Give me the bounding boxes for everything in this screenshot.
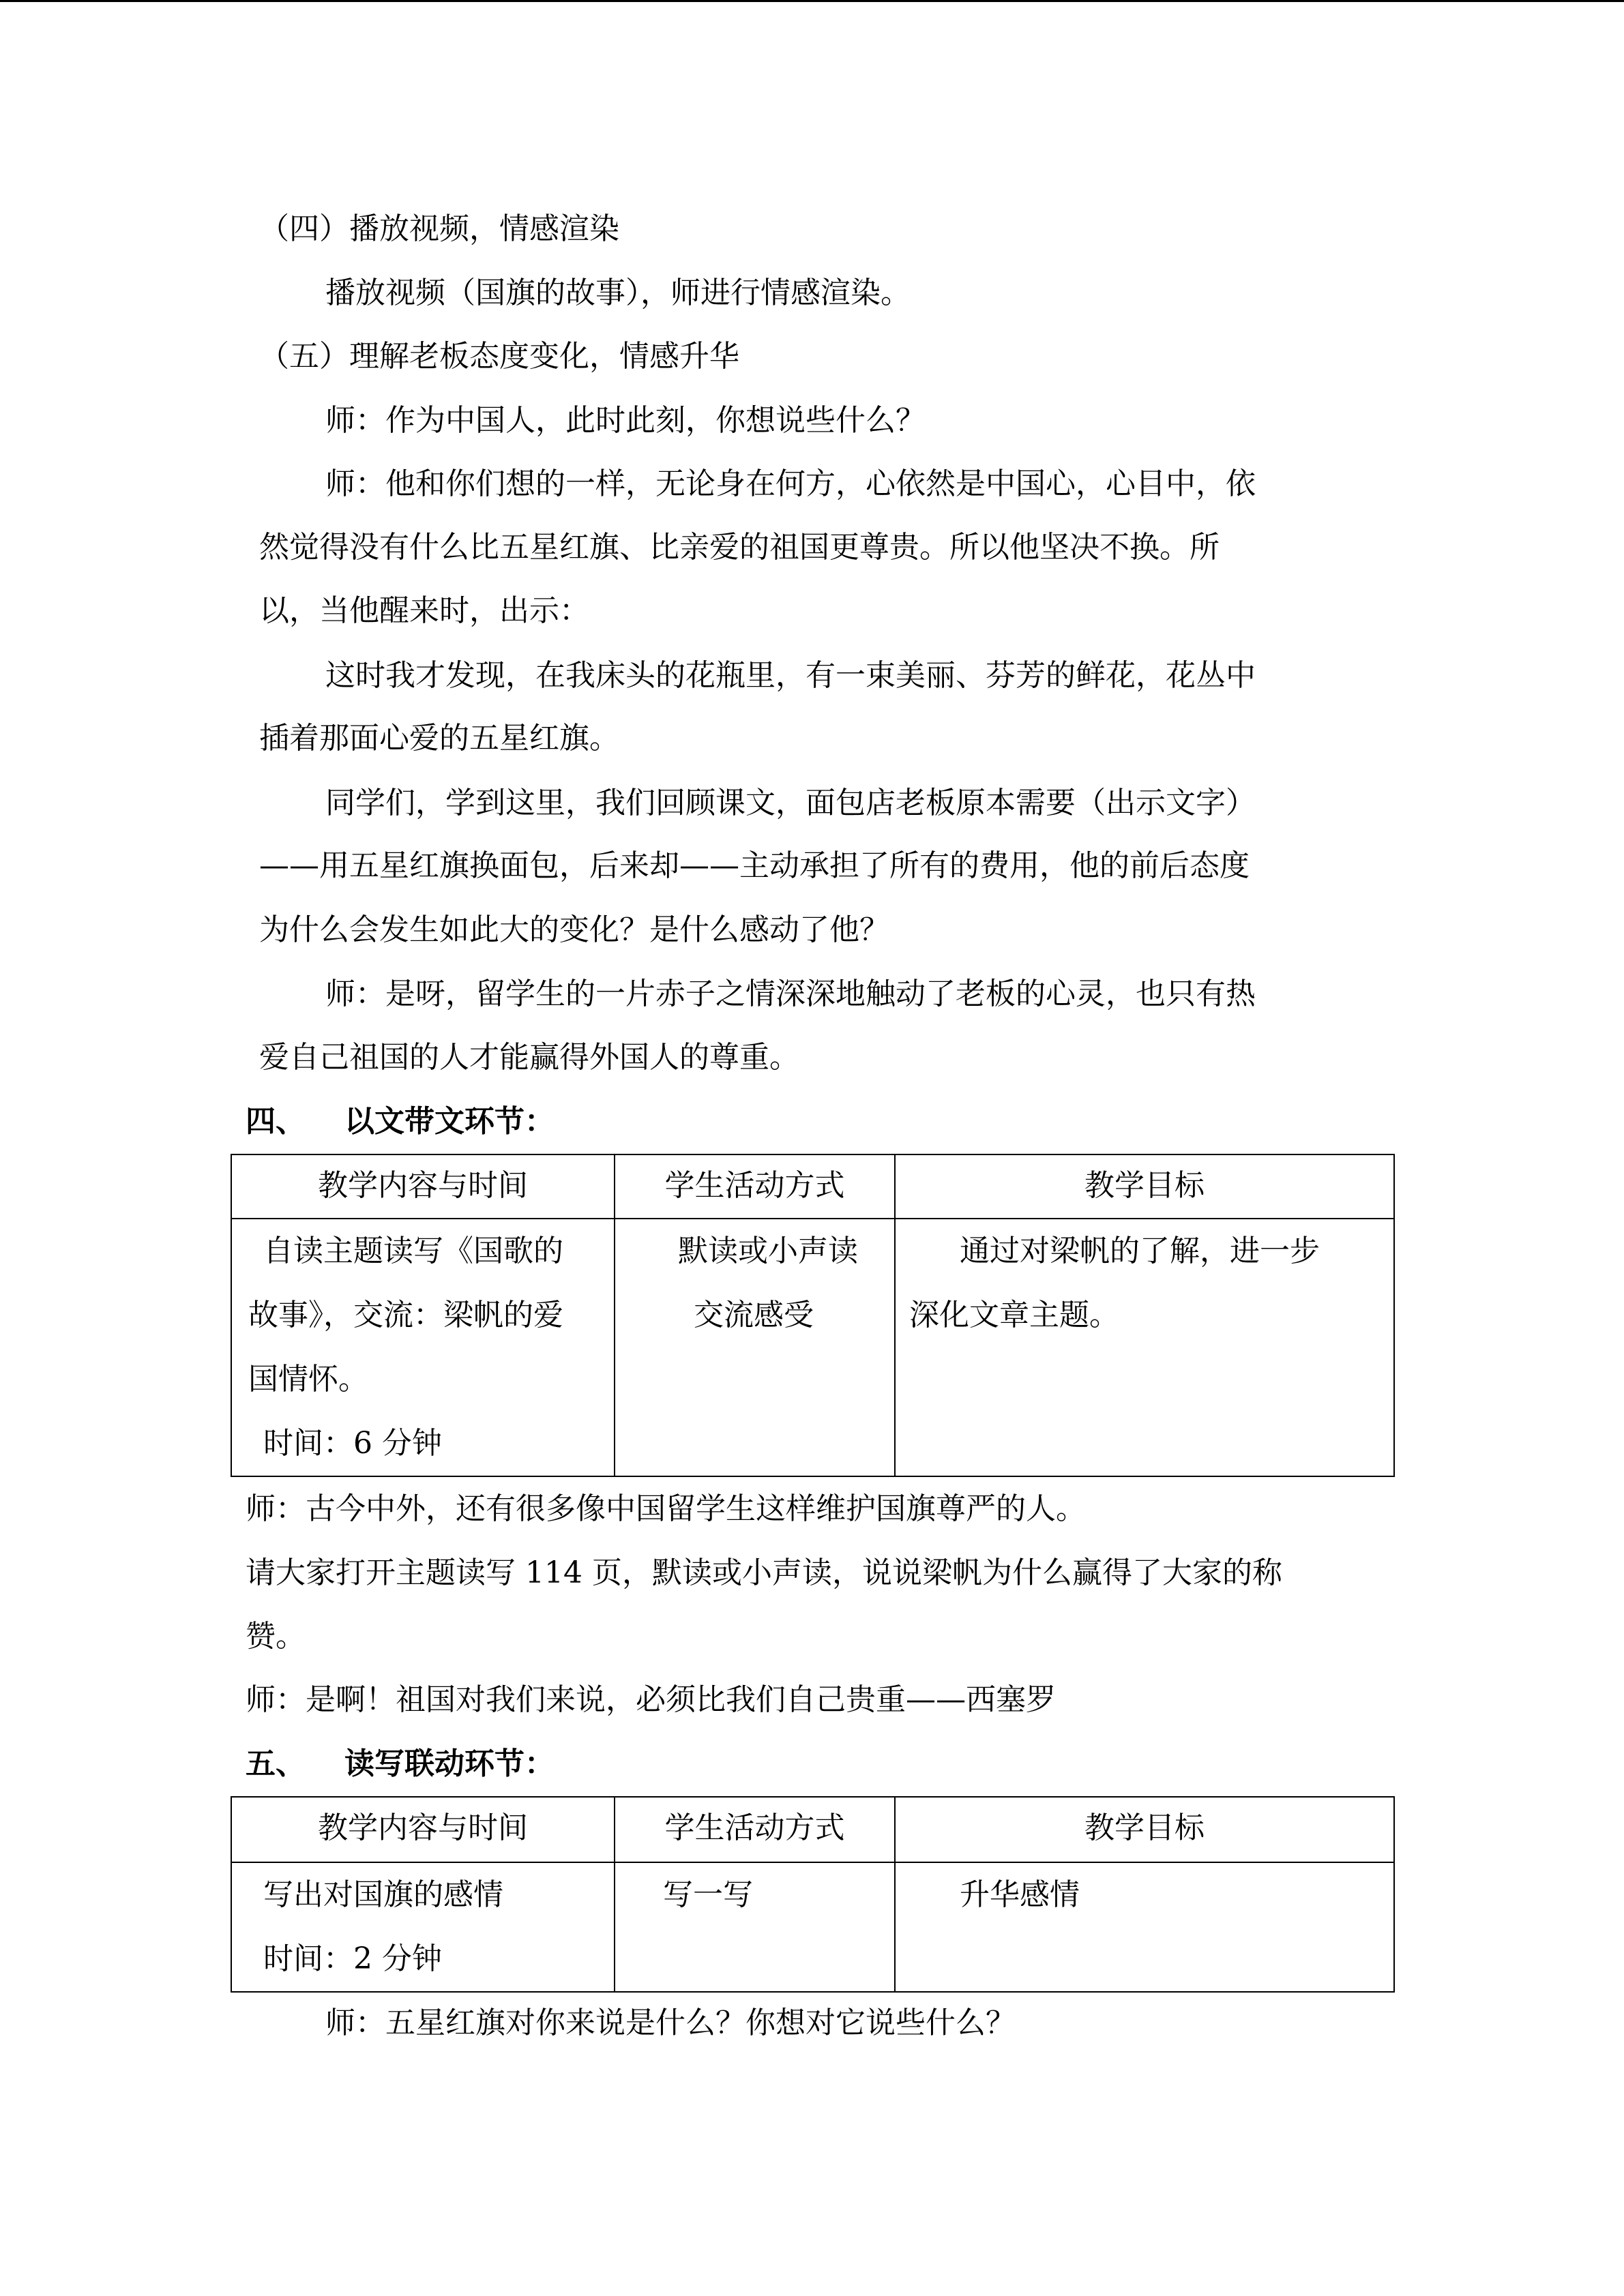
section-5-table (231, 1796, 1395, 1993)
after-table-line: 师：古今中外，还有很多像中国留学生这样维护国旗尊严的人。 (246, 1491, 1086, 1526)
subheading-4: （四）播放视频，情感渲染 (259, 211, 619, 246)
section-4-table (231, 1154, 1395, 1477)
table-header-row (231, 1154, 1394, 1219)
header-activity: 学生活动方式 (615, 1154, 895, 1219)
section-5-title: 读写联动环节： (344, 1746, 555, 1781)
cell-content: 写出对国旗的感情 时间：2 分钟 (231, 1862, 615, 1992)
paragraph-3-line: 这时我才发现，在我床头的花瓶里，有一束美丽、芬芳的鲜花，花丛中 (325, 658, 1256, 693)
table-row (231, 1219, 1394, 1476)
cell-activity: 默读或小声读 交流感受 (615, 1219, 895, 1476)
paragraph-5-line: 爱自己祖国的人才能赢得外国人的尊重。 (259, 1040, 799, 1075)
paragraph-4-line: 同学们，学到这里，我们回顾课文，面包店老板原本需要（出示文字） (325, 786, 1256, 820)
cell-content: 自读主题读写《国歌的 故事》，交流：梁帆的爱 国情怀。 时间：6 分钟 (231, 1219, 615, 1476)
header-goal: 教学目标 (895, 1797, 1394, 1862)
header-activity: 学生活动方式 (615, 1797, 895, 1862)
paragraph-2-line: 然觉得没有什么比五星红旗、比亲爱的祖国更尊贵。所以他坚决不换。所 (259, 530, 1220, 565)
cell-activity: 写一写 (615, 1862, 895, 1992)
paragraph-2-line: 以，当他醒来时，出示： (259, 593, 589, 628)
paragraph-1: 师：作为中国人，此时此刻，你想说些什么？ (325, 403, 926, 438)
paragraph-4-line: ——用五星红旗换面包，后来却——主动承担了所有的费用，他的前后态度 (259, 848, 1250, 883)
paragraph-5-line: 师：是呀，留学生的一片赤子之情深深地触动了老板的心灵，也只有热 (325, 976, 1256, 1011)
paragraph-2-line: 师：他和你们想的一样，无论身在何方，心依然是中国心，心目中，依 (325, 466, 1256, 501)
paragraph-4-line: 为什么会发生如此大的变化？是什么感动了他？ (259, 912, 889, 947)
after-table-line: 请大家打开主题读写 114 页，默读或小声读，说说梁帆为什么赢得了大家的称 (246, 1555, 1282, 1590)
table-row (231, 1862, 1394, 1992)
header-content-time: 教学内容与时间 (231, 1154, 615, 1219)
after-table-line: 赞。 (246, 1619, 306, 1654)
closing-question: 师：五星红旗对你来说是什么？你想对它说些什么？ (325, 2006, 1016, 2040)
page-top-border (0, 0, 1624, 2)
paragraph-3-line: 插着那面心爱的五星红旗。 (259, 721, 619, 756)
header-goal: 教学目标 (895, 1154, 1394, 1219)
after-table-line: 师：是啊！祖国对我们来说，必须比我们自己贵重——西塞罗 (246, 1682, 1056, 1717)
section-5-number: 五、 (246, 1746, 306, 1781)
cell-goal: 升华感情 (895, 1862, 1394, 1992)
subheading-5: （五）理解老板态度变化，情感升华 (259, 339, 739, 374)
section-4-number: 四、 (246, 1104, 306, 1139)
header-content-time: 教学内容与时间 (231, 1797, 615, 1862)
paragraph-video: 播放视频（国旗的故事），师进行情感渲染。 (325, 275, 911, 310)
table-header-row (231, 1797, 1394, 1862)
section-4-title: 以文带文环节： (344, 1104, 555, 1139)
cell-goal: 通过对梁帆的了解，进一步 深化文章主题。 (895, 1219, 1394, 1476)
